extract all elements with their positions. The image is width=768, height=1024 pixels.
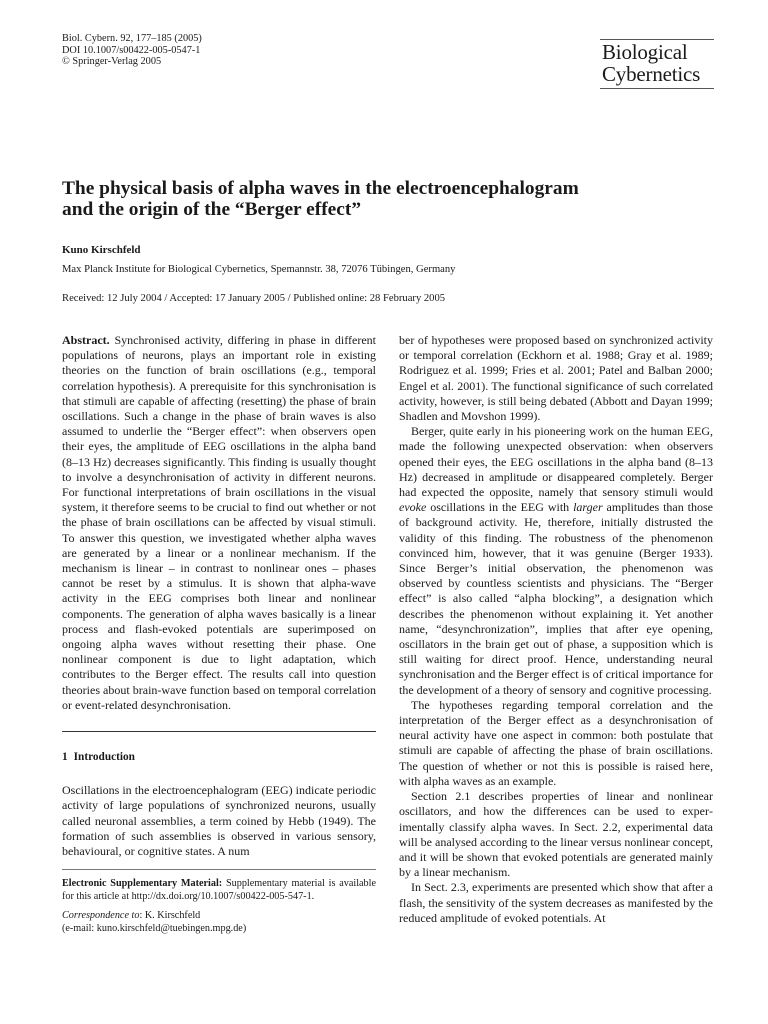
article-affiliation: Max Planck Institute for Biological Cybernetics, Spemannstr. 38, 72076 Tübingen, Germany <box>62 264 456 275</box>
journal-meta <box>62 33 202 68</box>
journal-copyright: © Springer-Verlag 2005 <box>62 56 162 67</box>
body-text: amplitudes than those of background activity. He, therefore, initially distrusted the validity of this finding. The robustness of the phenomenon convinced him, however, that it was genuine (Berger 1933). Since Berger’s initial observation, the phenomenon was observed by countless scientists and physicians. The “Berger effect” is also called “alpha blocking”, a designation which describes the phenomenon without explaining it. Yet another name, “desynchronization”, implies that after eye opening, oscillators in the brain get out of phase, a supposition which is still waiting for direct proof. Hence, understanding neural synchronisation and the Berger effect is of critical importance for the development of a theory of sensory and cognitive processing. <box>399 500 713 697</box>
article-title <box>62 178 702 220</box>
left-column <box>62 333 376 935</box>
correspondence <box>62 909 376 935</box>
abstract-label: Abstract. <box>62 333 110 347</box>
footnote-divider <box>62 869 376 870</box>
journal-logo <box>600 39 714 89</box>
body-paragraph-1: ber of hypotheses were proposed based on synchronized activity or temporal correlation (Eckhorn et al. 1988; Gray et al. 1989; Rodriguez et al. 1999; Fries et al. 2001; Patel and Balban 2000; Engel et al. 2001). The functional significance of such correlated activity, however, is still being debated (Abbott and Dayan 1999; Shadlen and Movshon 1999). <box>399 333 713 424</box>
body-paragraph-2 <box>399 424 713 698</box>
body-paragraph-3: The hypotheses regarding temporal correlation and the interpretation of the Berger effect as a desynchronisation of neural activity have one aspect in common: both postulate that stimuli are capable of affecting the phase of brain oscillations. The question of whether or not this is possible is raised here, with alpha waves as an example. <box>399 697 713 788</box>
correspondence-label: Correspondence to <box>62 910 140 922</box>
section-heading-introduction <box>62 750 376 765</box>
article-dates: Received: 12 July 2004 / Accepted: 17 January 2005 / Published online: 28 February 2005 <box>62 293 446 304</box>
journal-doi[interactable]: DOI 10.1007/s00422-005-0547-1 <box>62 44 201 56</box>
abstract-text: Synchronised activity, differing in phase in different populations of neurons, plays an important role in existing theories on the function of brain oscillations (e.g., temporal correlation hypothesis). A prerequisite for this synchronisation is that stimuli are capable of affecting (resetting) the phase of brain oscillations. Such a change in the phase of brain waves is also assumed to underlie the “Berger effect”: when observers open their eyes, the amplitude of EEG oscillations in the alpha band (8–13 Hz) decreases significantly. This finding is usually thought to involve a desynchronisation of activity in different neurons. For functional interpretations of brain oscillations in the visual system, it therefore seems to be crucial to find out whether or not the phase of brain oscillations can be affected by visual stimuli. To answer this question, we investigated whether alpha waves are generated by a linear or a nonlinear mechanism. If the mechanism is linear – in contrast to nonlinear ones – phases cannot be reset by a stimulus. It is shown that alpha-wave activity in the EEG comprises both linear and nonlinear components. The generation of alpha waves basically is a linear process and flash-evoked potentials are superimposed on ongoing alpha waves without resetting their phase. One nonlinear component is due to light adaptation, which contributes to the Berger effect. The results call into question theories about brain-wave function based on temporal correlation or event-related desynchronisation. <box>62 333 376 712</box>
intro-paragraph: Oscillations in the electroencephalogram (EEG) indicate periodic activity of large populations of synchronized neurons, usually called neuronal assemblies, a term coined by Hebb (1949). The formation of such assemblies is observed in various sensory, behavioural, or cognitive states. A num <box>62 783 376 859</box>
article-title-line1: The physical basis of alpha waves in the electroencephalogram <box>62 178 579 199</box>
correspondence-email[interactable]: (e-mail: kuno.kirschfeld@tuebingen.mpg.de) <box>62 923 247 935</box>
abstract <box>62 333 376 713</box>
right-column <box>399 333 713 926</box>
body-text: oscillations in the EEG with <box>426 500 574 515</box>
article-title-line2: and the origin of the “Berger effect” <box>62 199 362 220</box>
body-text: Berger, quite early in his pioneering work on the human EEG, made the following unexpected observation: when observers opened their eyes, the EEG oscillations in the alpha band (8–13 Hz) decreased in amplitude or disappeared completely. Berger had expected the opposite, namely that sensory stimuli would <box>399 424 713 500</box>
emphasis-evoke: evoke <box>399 500 427 515</box>
esm-label: Electronic Supplementary Material: <box>62 878 223 890</box>
esm-footnote <box>62 877 376 903</box>
article-author: Kuno Kirschfeld <box>62 244 141 256</box>
journal-logo-line2: Cybernetics <box>602 61 701 86</box>
section-number: 1 <box>62 751 68 764</box>
journal-logo-line1: Biological <box>602 40 688 64</box>
emphasis-larger: larger <box>573 500 603 515</box>
journal-citation: Biol. Cybern. 92, 177–185 (2005) <box>62 33 202 44</box>
section-title: Introduction <box>73 751 135 764</box>
esm-text[interactable]: Supplementary material is available for this article at http://dx.doi.org/10.1007/s00422-005-547-1. <box>62 878 376 903</box>
section-divider <box>62 731 376 732</box>
body-paragraph-4: Section 2.1 describes properties of linear and nonlinear oscillators, and how the differences can be used to experimentally classify alpha waves. In Sect. 2.2, experimental data will be analysed according to the linear versus nonlinear concept, and it will be shown that evoked potentials are generated mainly by a linear mechanism. <box>399 789 713 880</box>
body-paragraph-5: In Sect. 2.3, experiments are presented which show that after a flash, the sensitivity of the system decreases as manifested by the reduced amplitude of evoked potentials. At <box>399 880 713 925</box>
correspondence-name: : K. Kirschfeld <box>139 910 201 922</box>
